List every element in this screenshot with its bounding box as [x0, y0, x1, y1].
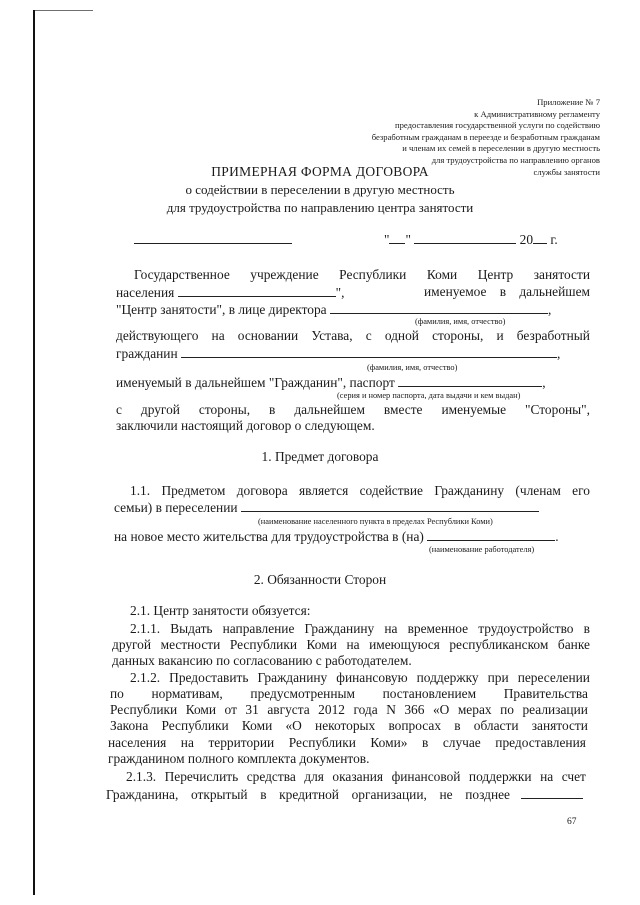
section-2-heading: 2. Обязанности Сторон — [253, 572, 387, 587]
word: Перечислить — [164, 769, 239, 784]
word: стороны, — [198, 402, 251, 417]
word: другой — [112, 637, 152, 652]
word: в — [499, 284, 507, 299]
caption-passport: (серия и номер паспорта, дата выдачи и кем выдан) — [337, 391, 521, 400]
word: по — [110, 686, 124, 701]
preamble-line-7 — [116, 402, 590, 418]
word: временное — [407, 621, 469, 636]
word: гражданин — [116, 346, 178, 361]
word: Правительства — [503, 686, 588, 701]
document-title: ПРИМЕРНАЯ ФОРМА ДОГОВОРА — [211, 164, 429, 179]
section-1-line-1 — [130, 483, 590, 499]
word: нормативам, — [151, 686, 223, 701]
word: предусмотренным — [250, 686, 355, 701]
quote-close: " — [405, 232, 411, 247]
word: Коми — [185, 702, 217, 717]
word: 2.1.1. — [130, 621, 161, 636]
word: постановлением — [382, 686, 477, 701]
word: организации, — [351, 787, 427, 802]
month-blank — [414, 231, 516, 244]
text: на новое место жительства для трудоустройства в (на) — [114, 529, 424, 544]
director-blank — [330, 301, 548, 314]
section-2-1-1-line-2 — [112, 637, 590, 653]
word: счет — [561, 769, 586, 784]
section-2-1-2-line-2 — [110, 686, 588, 702]
citizen-blank — [181, 345, 557, 358]
section-2-1-2-line-3 — [110, 702, 588, 718]
word: не — [439, 787, 453, 802]
word: некоторых — [315, 718, 376, 733]
preamble-line-2a — [116, 284, 344, 301]
year-blank — [533, 231, 547, 244]
word: Республики — [161, 718, 229, 733]
word: в — [583, 621, 590, 636]
word: N — [386, 702, 396, 717]
section-2-1-3-line-2 — [106, 786, 586, 803]
word: по — [500, 702, 514, 717]
caption-employer: (наименование работодателя) — [429, 545, 535, 554]
word: содействие — [359, 483, 423, 498]
document-subtitle-1: о содействии в переселении в другую местность — [185, 182, 455, 197]
word: (членам — [515, 483, 561, 498]
word: Коми — [426, 267, 458, 282]
caption-citizen-name: (фамилия, имя, отчество) — [367, 363, 458, 372]
word: именуемые — [441, 402, 507, 417]
word: года — [353, 702, 378, 717]
word: 2.1.2. — [130, 670, 161, 685]
quote-comma: ", — [335, 285, 345, 300]
institution-blank — [178, 284, 336, 297]
word: 2012 — [318, 702, 345, 717]
word: "Стороны", — [525, 402, 590, 417]
word: именуемое — [424, 284, 487, 299]
word: поддержку — [416, 670, 479, 685]
word: 366 — [404, 702, 425, 717]
day-blank — [389, 231, 405, 244]
place-blank — [134, 243, 292, 244]
word: его — [572, 483, 590, 498]
word: оказания — [332, 769, 384, 784]
section-1-heading: 1. Предмет договора — [261, 449, 379, 464]
date-line — [384, 231, 558, 248]
word: Республики — [339, 267, 407, 282]
preamble-line-3: "Центр занятости", в лице директора , — [116, 302, 552, 317]
section-2-1-1-line-3: данных вакансию по согласованию с работодателем. — [112, 653, 412, 668]
text: семьи) в переселении — [114, 500, 238, 515]
caption-settlement: (наименование населенного пункта в пределах Республики Коми) — [258, 517, 493, 526]
section-2-1-2-line-4 — [110, 718, 588, 734]
word: учреждение — [250, 267, 319, 282]
word: занятости — [531, 718, 588, 733]
word: Гражданина, — [106, 787, 179, 802]
word: стороны, — [432, 328, 484, 343]
word: переселении — [517, 670, 590, 685]
word: Центр — [477, 267, 514, 282]
word: предоставления — [495, 735, 586, 750]
word: от — [224, 702, 237, 717]
word: безработный — [516, 328, 590, 343]
word: населения — [116, 285, 175, 300]
word: является — [299, 483, 349, 498]
word: Предметом — [161, 483, 226, 498]
preamble-line-4 — [116, 328, 590, 344]
word: Гражданину — [434, 483, 505, 498]
page-number: 67 — [567, 817, 577, 827]
appendix-line: для трудоустройства по направлению органов — [431, 154, 600, 165]
word: Коми — [241, 718, 273, 733]
word: в — [269, 402, 276, 417]
employer-blank — [427, 528, 555, 541]
word: «О — [432, 702, 450, 717]
word: реализации — [522, 702, 588, 717]
word: дальнейшем — [519, 284, 590, 299]
appendix-line: безработным гражданам в переезде и безработным гражданам — [371, 131, 600, 142]
text: именуемый в дальнейшем "Гражданин", паспорт — [116, 375, 395, 390]
word: Республики — [288, 735, 356, 750]
settlement-blank — [241, 499, 539, 512]
word: открытый — [190, 787, 248, 802]
word: средства — [246, 769, 296, 784]
word: населения — [108, 735, 167, 750]
word: финансовой — [391, 769, 461, 784]
word: действующего — [116, 328, 199, 343]
section-2-1-3-line-1 — [126, 769, 586, 785]
word: дальнейшем — [294, 402, 365, 417]
scan-border-top — [33, 10, 93, 11]
word: на — [384, 621, 398, 636]
deadline-blank — [521, 786, 583, 799]
word: другой — [140, 402, 180, 417]
word: Устава, — [311, 328, 353, 343]
word: имеющуюся — [369, 637, 440, 652]
year-prefix: 20 — [519, 232, 534, 247]
word: вопросах — [388, 718, 442, 733]
word: в — [454, 718, 461, 733]
preamble-line-1 — [134, 267, 590, 283]
word: Коми» — [370, 735, 408, 750]
preamble-line-8: заключили настоящий договор о следующем. — [116, 418, 375, 433]
appendix-line: к Административному регламенту — [474, 108, 600, 119]
word: поддержки — [468, 769, 532, 784]
appendix-line: и членам их семей в переселении в другую местность — [402, 143, 600, 154]
word: Государственное — [134, 267, 230, 282]
passport-blank — [398, 374, 542, 387]
word: Выдать — [170, 621, 213, 636]
word: и — [496, 328, 504, 343]
preamble-line-6: именуемый в дальнейшем "Гражданин", паспорт , — [116, 375, 546, 390]
word: в — [260, 787, 267, 802]
year-suffix: г. — [550, 232, 558, 247]
section-2-1-2-line-5 — [108, 735, 586, 751]
word: республиканском — [449, 637, 549, 652]
word: позднее — [465, 787, 510, 802]
section-1-line-3: на новое место жительства для трудоустройства в (на) . — [114, 529, 559, 544]
word: 1.1. — [130, 483, 151, 498]
word: Коми — [306, 637, 337, 652]
word: Республики — [229, 637, 298, 652]
word: «О — [285, 718, 302, 733]
quote-open: " — [384, 232, 390, 247]
word: Гражданину — [257, 670, 328, 685]
word: Республики — [110, 702, 178, 717]
word: трудоустройство — [478, 621, 574, 636]
word: 31 — [245, 702, 259, 717]
word: вместе — [383, 402, 423, 417]
word: мерах — [457, 702, 492, 717]
section-2-1-2-line-6: гражданином полного комплекта документов. — [108, 751, 370, 766]
word: одной — [384, 328, 419, 343]
section-2-1: 2.1. Центр занятости обязуется: — [130, 603, 311, 618]
word: Закона — [110, 718, 149, 733]
word: 2.1.3. — [126, 769, 157, 784]
word: на — [211, 328, 225, 343]
word: кредитной — [279, 787, 339, 802]
word: на — [540, 769, 554, 784]
word: основании — [237, 328, 299, 343]
word: на — [346, 637, 360, 652]
caption-director-name: (фамилия, имя, отчество) — [415, 317, 506, 326]
word: с — [116, 402, 122, 417]
word: территории — [208, 735, 275, 750]
document-subtitle-2: для трудоустройства по направлению центра занятости — [166, 200, 474, 215]
word: случае — [442, 735, 481, 750]
word: августа — [267, 702, 310, 717]
text: "Центр занятости", в лице директора — [116, 302, 327, 317]
word: местности — [160, 637, 221, 652]
word: в — [421, 735, 429, 750]
word: на — [180, 735, 194, 750]
appendix-line: предоставления государственной услуги по содействию — [394, 120, 600, 131]
section-2-1-1-line-1 — [130, 621, 590, 637]
word: для — [304, 769, 324, 784]
word: финансовую — [336, 670, 408, 685]
appendix-line: службы занятости — [533, 166, 600, 177]
appendix-line: Приложение № 7 — [537, 97, 600, 107]
word: договора — [236, 483, 288, 498]
preamble-line-2b — [424, 284, 590, 300]
word: занятости — [533, 267, 590, 282]
word: банке — [557, 637, 590, 652]
word: Гражданину — [304, 621, 375, 636]
word: области — [473, 718, 519, 733]
section-1-line-2 — [114, 499, 539, 516]
section-2-1-2-line-1 — [130, 670, 590, 686]
word: направление — [222, 621, 295, 636]
word: с — [365, 328, 372, 343]
word: Предоставить — [169, 670, 249, 685]
preamble-line-5: гражданин , — [116, 346, 561, 361]
word: при — [487, 670, 509, 685]
